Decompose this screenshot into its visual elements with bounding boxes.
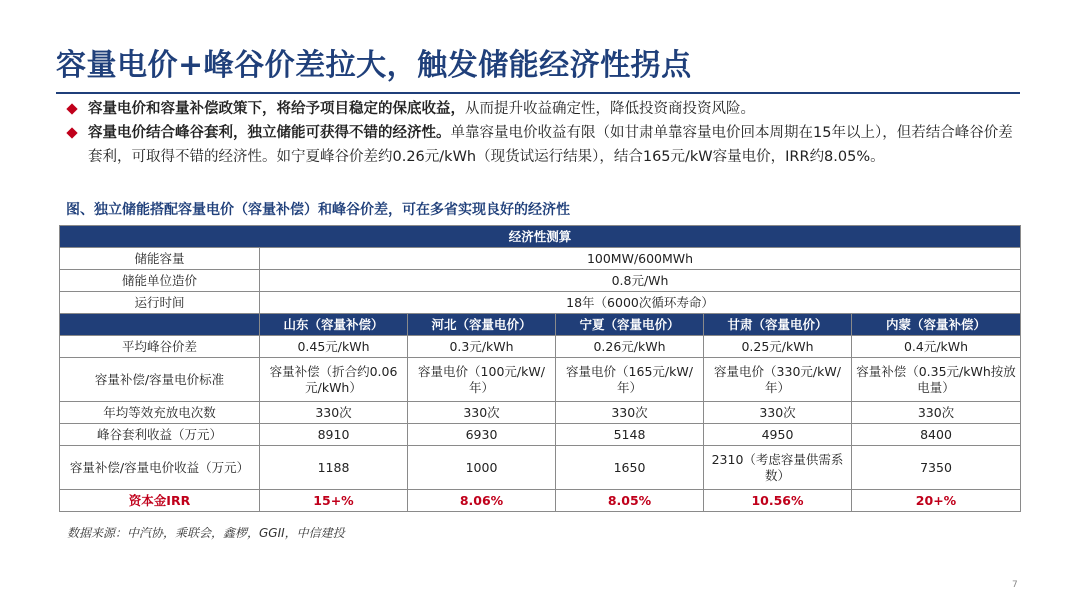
figure-caption: 图、独立储能搭配容量电价（容量补偿）和峰谷价差，可在多省实现良好的经济性 <box>66 202 570 218</box>
table-cell: 2310（考虑容量供需系数） <box>704 446 852 490</box>
page-number: 7 <box>1012 580 1018 590</box>
row-label: 容量补偿/容量电价收益（万元） <box>60 446 260 490</box>
province-header: 内蒙（容量补偿） <box>852 314 1021 336</box>
row-value: 0.8元/Wh <box>260 270 1021 292</box>
province-header: 山东（容量补偿） <box>260 314 408 336</box>
table-cell: 容量补偿（0.35元/kWh按放电量） <box>852 358 1021 402</box>
table-cell: 0.45元/kWh <box>260 336 408 358</box>
table-row <box>60 446 1021 490</box>
table-cell: 0.3元/kWh <box>408 336 556 358</box>
row-label: 运行时间 <box>60 292 260 314</box>
table-cell: 330次 <box>704 402 852 424</box>
economics-table <box>59 225 1020 512</box>
table-cell: 4950 <box>704 424 852 446</box>
table-cell: 6930 <box>408 424 556 446</box>
table-cell: 1650 <box>556 446 704 490</box>
table-cell: 容量电价（330元/kW/年） <box>704 358 852 402</box>
table-row <box>60 292 1021 314</box>
province-header: 河北（容量电价） <box>408 314 556 336</box>
table-cell: 330次 <box>408 402 556 424</box>
table-cell: 1188 <box>260 446 408 490</box>
table-row <box>60 424 1021 446</box>
row-label: 平均峰谷价差 <box>60 336 260 358</box>
province-header-row <box>60 314 1021 336</box>
irr-row <box>60 490 1021 512</box>
table-cell: 1000 <box>408 446 556 490</box>
table-cell: 330次 <box>852 402 1021 424</box>
table-cell: 330次 <box>556 402 704 424</box>
province-header: 甘肃（容量电价） <box>704 314 852 336</box>
table-cell: 330次 <box>260 402 408 424</box>
irr-cell: 20+% <box>852 490 1021 512</box>
table-cell: 0.26元/kWh <box>556 336 704 358</box>
table-cell: 容量补偿（折合约0.06元/kWh） <box>260 358 408 402</box>
table-header-row <box>60 226 1021 248</box>
bullet-bold-text: 容量电价结合峰谷套利，独立储能可获得不错的经济性。 <box>88 125 451 141</box>
table-row <box>60 402 1021 424</box>
title-divider <box>56 92 1020 94</box>
table-cell: 5148 <box>556 424 704 446</box>
row-label: 储能容量 <box>60 248 260 270</box>
bullet-text: 从而提升收益确定性，降低投资商投资风险。 <box>465 101 755 117</box>
table-cell: 8400 <box>852 424 1021 446</box>
row-value: 18年（6000次循环寿命） <box>260 292 1021 314</box>
row-label: 容量补偿/容量电价标准 <box>60 358 260 402</box>
row-label: 年均等效充放电次数 <box>60 402 260 424</box>
bullet-bold-text: 容量电价和容量补偿政策下，将给予项目稳定的保底收益， <box>88 101 465 117</box>
table-cell: 容量电价（100元/kW/年） <box>408 358 556 402</box>
bullet-list <box>56 97 1020 169</box>
table-cell: 0.4元/kWh <box>852 336 1021 358</box>
irr-cell: 8.05% <box>556 490 704 512</box>
bullet-text: 单靠容量电价收益有限（如甘肃单靠容量电价回本周期在15年以上），但若结合峰谷价差套利，可取得不错的经济性。如宁夏峰谷价差约0.26元/kWh（现货试运行结果），结合165元/kW容量电价，IRR约8.05%。 <box>88 125 1013 165</box>
table-cell: 容量电价（165元/kW/年） <box>556 358 704 402</box>
table-cell: 8910 <box>260 424 408 446</box>
table-cell: 7350 <box>852 446 1021 490</box>
row-label: 资本金IRR <box>60 490 260 512</box>
table-cell: 0.25元/kWh <box>704 336 852 358</box>
irr-cell: 10.56% <box>704 490 852 512</box>
table-row <box>60 270 1021 292</box>
diamond-bullet-icon <box>66 127 77 138</box>
bullet-item <box>56 121 1020 169</box>
header-blank-cell <box>60 314 260 336</box>
province-header: 宁夏（容量电价） <box>556 314 704 336</box>
table-row <box>60 358 1021 402</box>
diamond-bullet-icon <box>66 103 77 114</box>
table-header: 经济性测算 <box>60 226 1021 248</box>
irr-cell: 15+% <box>260 490 408 512</box>
data-source-note: 数据来源：中汽协，乘联会，鑫椤，GGII，中信建投 <box>67 526 345 540</box>
row-label: 储能单位造价 <box>60 270 260 292</box>
row-value: 100MW/600MWh <box>260 248 1021 270</box>
bullet-item <box>56 97 1020 121</box>
table-row <box>60 248 1021 270</box>
irr-cell: 8.06% <box>408 490 556 512</box>
page-title: 容量电价+峰谷价差拉大，触发储能经济性拐点 <box>56 48 692 83</box>
table-row <box>60 336 1021 358</box>
row-label: 峰谷套利收益（万元） <box>60 424 260 446</box>
